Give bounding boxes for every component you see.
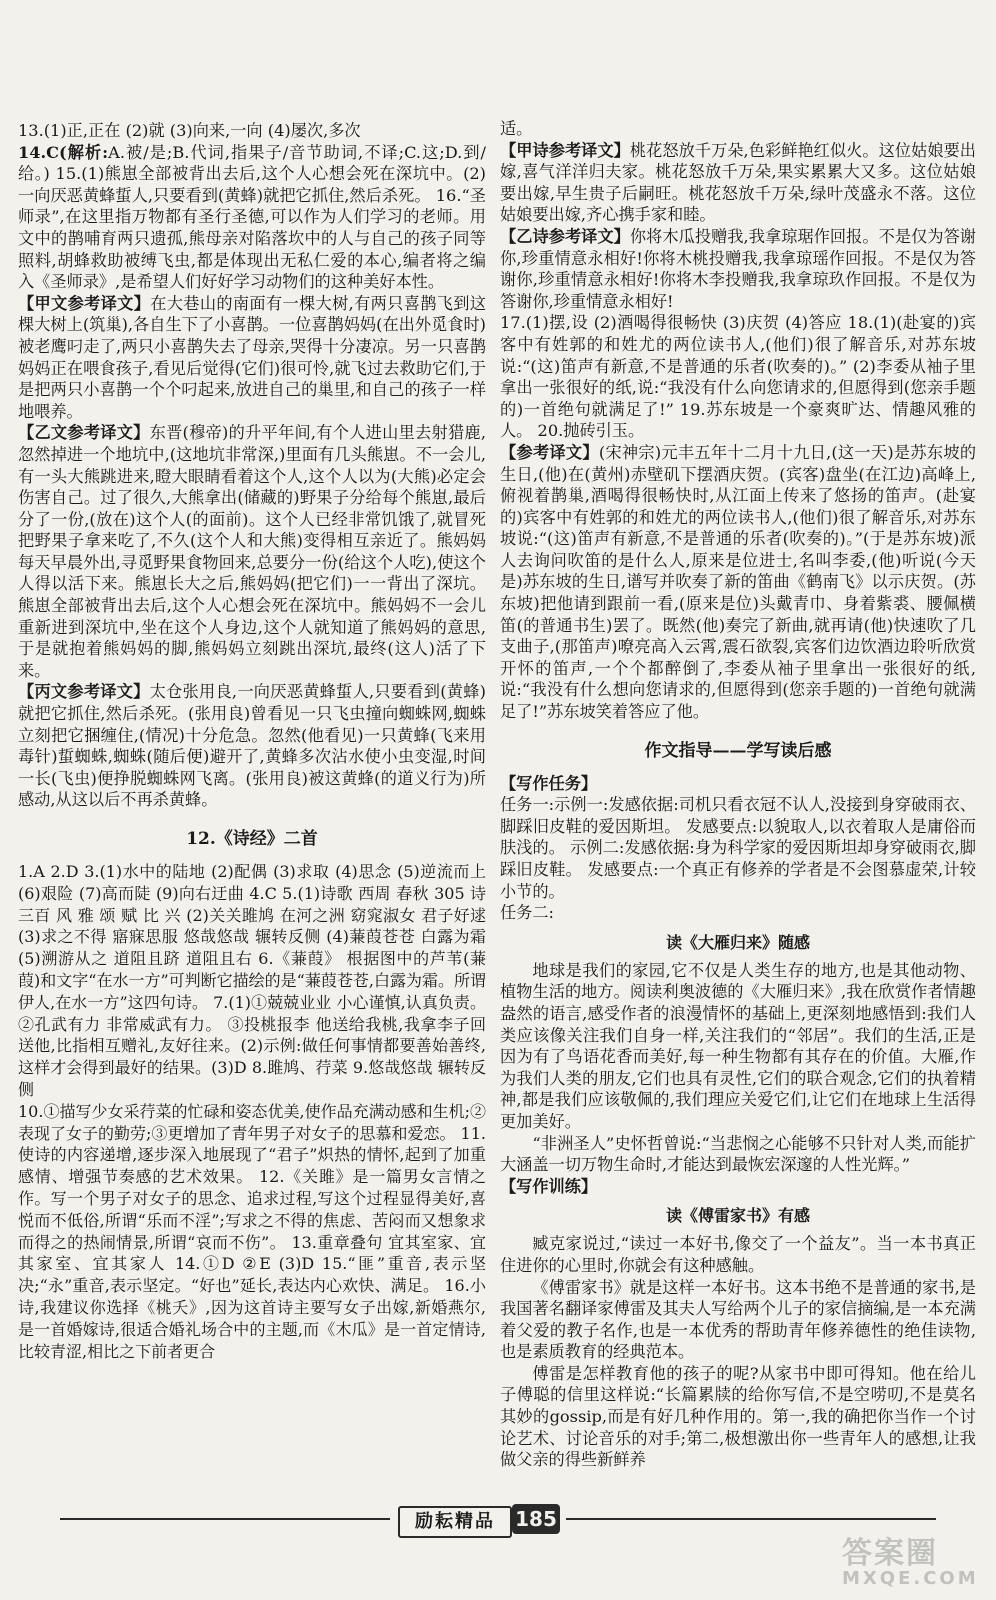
task-one: 任务一:示例一:发感依据:司机只看衣冠不认人,没接到身穿破雨衣、脚踩旧皮鞋的爱因斯坦。 发感要点:以貌取人,以衣着取人是庸俗而肤浅的。 示例二:发感依据:身为科学家的爱因斯坦却身穿破雨衣,脚踩旧皮鞋。 发感要点:一个真正有修养的学者是不会图慕虚荣,计较小节的。 [500, 795, 976, 901]
translation-poem-yi [500, 226, 976, 312]
analysis-tag: 14.C(解析: [18, 142, 109, 162]
task-two: 任务二: [500, 903, 555, 923]
essay-paragraph: 《傅雷家书》就是这样一本好书。这本书绝不是普通的家书,是我国著名翻译家傅雷及其夫人写给两个儿子的家信摘编,是一本充满着父爱的教子名作,也是一本优秀的帮助青年修养德性的绝佳读物,也是素质教育的经典范本。 [500, 1277, 976, 1362]
answer-block-17-20: 17.(1)摆,设 (2)酒喝得很畅快 (3)庆贺 (4)答应 18.(1)(赴宴的)宾客中有姓郭的和姓尤的两位读书人,(他们)很了解音乐,对苏东坡说:“(这)笛声有新意,不是普通的乐者(吹奏的)。” (2)李委从袖子里拿出一张很好的纸,说:“我没有什么向您请求的,但愿得到(您亲手题的)一首绝句就满足了!” 19.苏东坡是一个豪爽旷达、情趣风雅的人。 20.抛砖引玉。 [500, 313, 976, 441]
essay-paragraph: “非洲圣人”史怀哲曾说:“当悲悯之心能够不只针对人类,而能扩大涵盖一切万物生命时,才能达到最恢宏深邃的人性光辉。” [500, 1133, 976, 1175]
translation-text: 太仓张用良,一向厌恶黄蜂蜇人,只要看到(黄蜂)就把它抓住,然后杀死。(张用良)曾看见一只飞虫撞向蜘蛛网,蜘蛛立刻把它捆缠住,(情况)十分危急。忽然(他看见)一只黄蜂(飞来用毒针)蜇蜘蛛,蜘蛛(随后便)避开了,黄蜂多次沾水使小虫变湿,时间一长(飞虫)便挣脱蜘蛛网飞离。(张用良)被这黄蜂(的道义行为)所感动,从这以后不再杀黄蜂。 [18, 682, 487, 810]
translation-text: 桃花怒放千万朵,色彩鲜艳红似火。这位姑娘要出嫁,喜气洋洋归夫家。桃花怒放千万朵,果实累累大又多。这位姑娘要出嫁,早生贵子后嗣旺。桃花怒放千万朵,绿叶茂盛永不落。这位姑娘要出嫁,齐心携手家和睦。 [500, 140, 976, 225]
translation-bing [18, 681, 486, 811]
writing-training-tag: 【写作训练】 [500, 1176, 598, 1196]
translation-tag: 【甲诗参考译文】 [500, 140, 630, 160]
section-title-shijing: 12.《诗经》二首 [186, 829, 318, 849]
essay-title-fulei: 读《傅雷家书》有感 [665, 1206, 810, 1226]
writing-task-tag: 【写作任务】 [500, 773, 598, 793]
brand-logo: 励耘精品 [398, 1506, 512, 1538]
essay-title-dayan: 读《大雁归来》随感 [665, 932, 810, 952]
answer-block-13: 13.(1)正,正在 (2)就 (3)向来,一向 (4)屡次,多次 [18, 121, 361, 140]
translation-text: 你将木瓜投赠我,我拿琼琚作回报。不是仅为答谢你,珍重情意永相好!你将木桃投赠我,我拿琼瑶作回报。不是仅为答谢你,珍重情意永相好!你将木李投赠我,我拿琼玖作回报。不是仅为答谢你,珍重情意永相好! [500, 226, 976, 311]
answer-block-10-16: 10.①描写少女采荇菜的忙碌和姿态优美,使作品充满动感和生机;②表现了女子的勤劳;③更增加了青年男子对女子的思慕和爱恋。 11.使诗的内容递增,逐步深入地展现了“君子”炽热的情怀,起到了加重感情、增强节奏感的艺术效果。 12.《关雎》是一篇男女言情之作。写一个男子对女子的思念、追求过程,写这个过程显得美好,喜悦而不低俗,所谓“乐而不淫”;写求之不得的焦虑、苦闷而又想象求而得之的热闹情景,所谓“哀而不伤”。 13.重章叠句 宜其室家、宜其家室、宜其家人 14.①D ②E (3)D 15.“匪”重音,表示坚决;“永”重音,表示坚定。“好也”延长,表达内心欢快、满足。 16.小诗,我建议你选择《桃夭》,因为这首诗主要写女子出嫁,新婚燕尔,是一首婚嫁诗,很适合婚礼场合中的主题,而《木瓜》是一首定情诗,比较青涩,相比之下前者更合 [18, 1101, 486, 1361]
answer-text: A.被/是;B.代词,指果子/音节助词,不译;C.这;D.到/给。) 15.(1)熊崽全部被背出去后,这个人心想会死在深坑中。(2)一向厌恶黄蜂蜇人,只要看到(黄蜂)就把它抓住,然后杀死。 16.“圣师录”,在这里指万物都有圣行圣德,可以作为人们学习的老师。用文中的鹊哺育两只遗孤,熊母亲对陷落坎中的人与自己的孩子同等照料,胡蜂救助被缚飞虫,都是体现出无私仁爱的本心,编者将之编入《圣师录》,是希望人们好好学习动物们的这种美好本性。 [18, 142, 486, 292]
watermark-logo [842, 1528, 982, 1589]
watermark-url: MXQE.COM [842, 1568, 979, 1589]
watermark-text: 答案圈 [842, 1536, 938, 1571]
essay-paragraph: 臧克家说过,“读过一本好书,像交了一个益友”。当一本书真正住进你的心里时,你就会有这种感触。 [500, 1234, 976, 1275]
footer-rule-right [566, 1518, 936, 1520]
translation-tag: 【甲文参考译文】 [18, 293, 151, 313]
right-column [500, 118, 976, 1471]
section-title-writing: 作文指导——学写读后感 [644, 740, 832, 761]
essay-paragraph: 地球是我们的家园,它不仅是人类生存的地方,也是其他动物、植物生活的地方。阅读利奥波德的《大雁归来》,我在欣赏作者情趣盎然的语言,感受作者的浪漫情怀的基础上,更深刻地感悟到:我们人类应该像关注我们自身一样,关注我们的“邻居”。我们的生活,正是因为有了鸟语花香而美好,每一种生物都有其存在的价值。大雁,作为我们人类的朋友,它们也具有灵性,它们的联合观念,它们的执着精神,都是我们应该敬佩的,我们理应关爱它们,让它们在地球上生活得更加美好。 [500, 960, 976, 1131]
continuation-text: 适。 [500, 119, 533, 138]
essay-paragraph: 傅雷是怎样教育他的孩子的呢?从家书中即可得知。他在给儿子傅聪的信里这样说:“长篇累牍的给你写信,不是空唠叨,不是莫名其妙的gossip,而是有好几种作用的。第一,我的确把你当作一个讨论艺术、讨论音乐的对手;第二,极想激出你一些青年人的感想,让我做父亲的得些新鲜养 [500, 1363, 976, 1470]
answer-block-1-9: 1.A 2.D 3.(1)水中的陆地 (2)配偶 (3)求取 (4)思念 (5)逆流而上 (6)艰险 (7)高而陡 (9)向右迂曲 4.C 5.(1)诗歌 西周 春秋 305 诗三百 风 雅 颂 赋 比 兴 (2)关关雎鸠 在河之洲 窈窕淑女 君子好逑 (3)求之不得 寤寐思服 悠哉悠哉 辗转反侧 (4)蒹葭苍苍 白露为霜 (5)溯游从之 道阻且跻 道阻且右 6.《蒹葭》 根据图中的芦苇(蒹葭)和文字“在水一方”可判断它描绘的是“蒹葭苍苍,白露为霜。所谓伊人,在水一方”这四句诗。 7.(1)①兢兢业业 小心谨慎,认真负责。 ②孔武有力 非常威武有力。 ③投桃报李 他送给我桃,我拿李子回送他,比指相互赠礼,友好往来。(2)示例:做任何事情都要善始善终,这样才会得到最好的结果。(3)D 8.雎鸠、荇菜 9.悠哉悠哉 辗转反侧 [18, 862, 486, 1099]
translation-jia [18, 293, 486, 423]
page-number: 185 [512, 1504, 560, 1534]
translation-tag: 【参考译文】 [500, 442, 599, 462]
footer-rule-left [60, 1518, 390, 1520]
translation-text: 东晋(穆帝)的升平年间,有个人进山里去射猎鹿,忽然掉进一个地坑中,(这地坑非常深,)里面有几头熊崽。不一会儿,有一头大熊跳进来,瞪大眼睛看着这个人,这个人以为(大熊)必定会伤害自己。过了很久,大熊拿出(储藏的)野果子分给每个熊崽,最后分了一份,(放在)这个人(的面前)。这个人已经非常饥饿了,就冒死把野果子拿来吃了,不久(这个人和大熊)变得相互亲近了。熊妈妈每天早晨外出,寻觅野果食物回来,总要分一份(给这个人吃),使这个人得以活下来。熊崽长大之后,熊妈妈(把它们)一一背出了深坑。熊崽全部被背出去后,这个人心想会死在深坑中。熊妈妈不一会儿重新进到深坑中,坐在这个人身边,这个人就知道了熊妈妈的意思,于是就抱着熊妈妈的脚,熊妈妈立刻跳出深坑,最终(这人)活了下来。 [18, 423, 487, 680]
answer-block-14-16 [18, 142, 486, 293]
translation-yi [18, 422, 486, 681]
left-column [18, 120, 486, 1362]
translation-text: 在大巷山的南面有一棵大树,有两只喜鹊飞到这棵大树上(筑巢),各自生下了小喜鹊。一位喜鹊妈妈(在出外觅食时)被老鹰叼走了,两只小喜鹊失去了母亲,哭得十分凄凉。另一只喜鹊妈妈正在喂食孩子,看见后觉得(它们)很可怜,就飞过去救助它们,于是把两只小喜鹊一个个叼起来,放进自己的巢里,和自己的孩子一样地喂养。 [18, 293, 486, 421]
translation-text: (宋神宗)元丰五年十二月十九日,(这一天)是苏东坡的生日,(他)在(黄州)赤壁矶下摆酒庆贺。(宾客)盘坐(在江边)高峰上,俯视着鹊巢,酒喝得很畅快时,从江面上传来了悠扬的笛声。(赴宴的)宾客中有姓郭的和姓尤的两位读书人,(他们)很了解音乐,对苏东坡说:“(这)笛声有新意,不是普通的乐者(吹奏的)。”(于是苏东坡)派人去询问吹笛的是什么人,原来是位进士,名叫李委,(他)听说(今天是)苏东坡的生日,谱写并吹奏了新的笛曲《鹤南飞》以示庆贺。(苏东坡)把他请到跟前一看,(原来是位)头戴青巾、身着紫裘、腰佩横笛(的普通书生)罢了。既然(他)奏完了新曲,就再请(他)快速吹了几支曲子,(那笛声)嘹亮高入云霄,震石欲裂,宾客们边饮酒边聆听欣赏开怀的笛声,一个个都醉倒了,李委从袖子里拿出一张很好的纸,说:“我没有什么想向您请求的,但愿得到(您亲手题的)一首绝句就满足了!”苏东坡笑着答应了他。 [500, 442, 977, 722]
translation-tag: 【乙诗参考译文】 [500, 226, 630, 246]
translation-tag: 【丙文参考译文】 [18, 682, 150, 702]
translation-tag: 【乙文参考译文】 [18, 423, 150, 443]
translation-poem-jia [500, 140, 976, 226]
reference-translation [500, 442, 976, 723]
